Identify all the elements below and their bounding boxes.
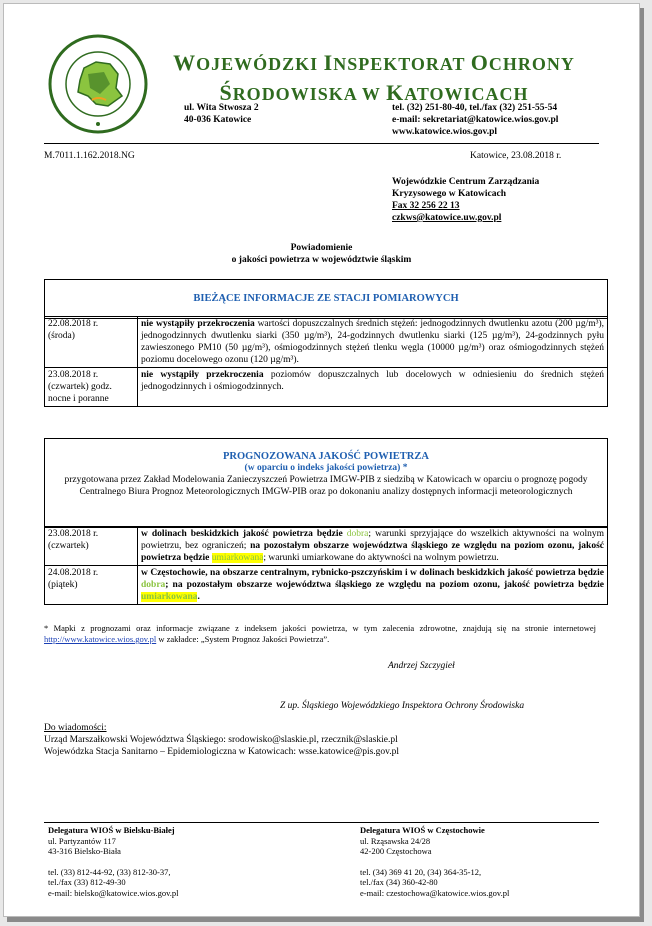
forecast-text-cell [138, 566, 608, 605]
org-title-line1: WOJEWÓDZKI INSPEKTORAT OCHRONY [173, 50, 575, 75]
subject [44, 242, 599, 266]
forecast-text: ; warunki umiarkowane do aktywności na wolnym powietrzu. [263, 553, 499, 563]
table-row [45, 527, 608, 566]
address-city: 40-036 Katowice [184, 115, 252, 125]
forecast-heading-box [44, 438, 608, 528]
footer-right-street: ul. Rząsawska 24/28 [360, 835, 431, 846]
recipient-line2: Kryzysowego w Katowicach [392, 189, 506, 199]
signature-role: Z up. Śląskiego Wojewódzkiego Inspektora Ochrony Środowiska [280, 701, 525, 711]
distribution-list [44, 722, 399, 758]
row-day: (czwartek) [48, 541, 89, 551]
footer-right [360, 825, 509, 898]
footer-left-street: ul. Partyzantów 117 [48, 835, 116, 846]
recipient-email: czkws@katowice.uw.gov.pl [392, 213, 502, 223]
forecast-text: w Częstochowie, na obszarze centralnym, rybnicko-pszczyńskim i w dolinach beskidzkich jakość powietrza będzie [141, 568, 604, 578]
table-row [45, 368, 608, 407]
address-street: ul. Wita Stwosza 2 [184, 103, 259, 113]
forecast-table [44, 526, 608, 605]
forecast-text: ; na pozostałym obszarze województwa śląskiego ze względu na poziom ozonu, jakość powietrza będzie [165, 580, 604, 590]
footer-right-phone: tel. (34) 369 41 20, (34) 364-35-12, [360, 866, 482, 877]
quality-good-label: dobra [141, 580, 166, 590]
header-divider [44, 143, 599, 144]
forecast-text: . [197, 592, 200, 602]
current-heading-box [44, 279, 608, 319]
footer-right-title: Delegatura WIOŚ w Częstochowie [360, 825, 485, 835]
footnote-text: w zakładce: „System Prognoz Jakości Powietrza”. [156, 634, 330, 644]
org-contact [392, 102, 558, 138]
footer-left-phone: tel. (33) 812-44-92, (33) 812-30-37, [48, 866, 171, 877]
row-date: 22.08.2018 r. [48, 319, 99, 329]
forecast-date-cell [45, 527, 138, 566]
forecast-intro: przygotowana przez Zakład Modelowania Zanieczyszczeń Powietrza IMGW-PIB z siedzibą w Katowicach w oparciu o prognozę pogody Centralnego Biura Prognoz Meteorologicznych IMGW-PIB oraz po dokonaniu analizy dostępnych informacji meteorologicznych [64, 475, 588, 497]
signature-name: Andrzej Szczygieł [388, 661, 455, 671]
document-page [3, 3, 640, 917]
quality-good-label: dobra [346, 529, 369, 539]
footer-left-city: 43-316 Bielsko-Biała [48, 846, 121, 856]
wios-logo [48, 34, 148, 134]
current-heading: BIEŻĄCE INFORMACJE ZE STACJI POMIAROWYCH [193, 293, 459, 304]
footer-left-title: Delegatura WIOŚ w Bielsku-Białej [48, 825, 175, 835]
org-web: www.katowice.wios.gov.pl [392, 127, 498, 137]
row-day: (czwartek) godz. nocne i poranne [48, 382, 112, 404]
forecast-heading: PROGNOZOWANA JAKOŚĆ POWIETRZA [223, 451, 429, 462]
row-date: 23.08.2018 r. [48, 529, 99, 539]
row-day: (piątek) [48, 580, 78, 590]
footnote-text: * Mapki z prognozami oraz informacje związane z indeksem jakości powietrza, w tym zalecenia zdrowotne, znajdują się na stronie internetowej [44, 623, 596, 633]
quality-moderate-label: umiarkowana [211, 553, 264, 563]
org-email: e-mail: sekretariat@katowice.wios.gov.pl [392, 115, 559, 125]
current-date-cell [45, 368, 138, 407]
org-phone: tel. (32) 251-80-40, tel./fax (32) 251-55-54 [392, 103, 558, 113]
distribution-line1: Urząd Marszałkowski Województwa Śląskiego: srodowisko@slaskie.pl, rzecznik@slaskie.pl [44, 735, 398, 745]
row-date: 24.08.2018 r. [48, 568, 99, 578]
forecast-text-cell [138, 527, 608, 566]
subject-line2: o jakości powietrza w województwie śląskim [231, 255, 412, 265]
footer-divider [44, 822, 599, 823]
row-text: wartości dopuszczalnych średnich stężeń: jednogodzinnych dwutlenku azotu (200 µg/m³), jednogodzinnych dwutlenku siarki (350 µg/m³), 24-godzinnych dwutlenku siarki (125 µg/m³), 24-godzinnych pyłu zawieszonego PM10 (50 µg/m³), ośmiogodzinnych stężeń tlenku węgla (10000 µg/m³) oraz ośmiogodzinnych stężeń poziomu docelowego ozonu (120 µg/m³). [141, 319, 604, 365]
quality-moderate-label: umiarkowana [141, 592, 198, 602]
forecast-subheading: (w oparciu o indeks jakości powietrza) * [244, 463, 408, 473]
emphasis: nie wystąpiły przekroczenia [141, 370, 264, 380]
subject-line1: Powiadomienie [290, 243, 353, 253]
org-address [184, 102, 259, 126]
recipient-block [392, 176, 539, 224]
footer-right-city: 42-200 Częstochowa [360, 846, 432, 856]
footer-left [48, 825, 179, 898]
distribution-heading: Do wiadomości: [44, 723, 107, 733]
recipient-line1: Wojewódzkie Centrum Zarządzania [392, 177, 540, 187]
forecast-date-cell [45, 566, 138, 605]
reference-number: M.7011.1.162.2018.NG [44, 151, 135, 161]
row-day: (środa) [48, 331, 75, 341]
footer-right-fax: tel./fax (34) 360-42-80 [360, 877, 438, 887]
row-text: poziomów dopuszczalnych lub docelowych w odniesieniu do średnich stężeń jednogodzinnych i ośmiogodzinnych. [141, 370, 604, 392]
wios-website-link[interactable]: http://www.katowice.wios.gov.pl [44, 634, 157, 644]
footnote [44, 623, 596, 645]
row-date: 23.08.2018 r. [48, 370, 99, 380]
current-text-cell [138, 317, 608, 368]
footer-left-email: e-mail: bielsko@katowice.wios.gov.pl [48, 887, 179, 898]
forecast-text: na pozostałym obszarze województwa śląskiego ze względu na poziom ozonu, jakość powietrza będzie [141, 541, 604, 563]
distribution-line2: Wojewódzka Stacja Sanitarno – Epidemiologiczna w Katowicach: wsse.katowice@pis.gov.pl [44, 747, 400, 757]
document-date: Katowice, 23.08.2018 r. [470, 151, 562, 161]
forecast-text: w dolinach beskidzkich jakość powietrza będzie [141, 529, 347, 539]
table-row [45, 317, 608, 368]
current-text-cell [138, 368, 608, 407]
forecast-text: ; warunki sprzyjające do wszelkich aktywności na wolnym powietrzu, bez ograniczeń; [141, 529, 604, 551]
current-table [44, 316, 608, 407]
org-title-line2: ŚRODOWISKA W KATOWICACH [219, 80, 529, 105]
current-date-cell [45, 317, 138, 368]
table-row [45, 566, 608, 605]
footer-left-fax: tel./fax (33) 812-49-30 [48, 877, 126, 887]
footer-right-email: e-mail: czestochowa@katowice.wios.gov.pl [360, 887, 510, 898]
recipient-fax: Fax 32 256 22 13 [392, 201, 460, 211]
emphasis: nie wystąpiły przekroczenia [141, 319, 255, 329]
